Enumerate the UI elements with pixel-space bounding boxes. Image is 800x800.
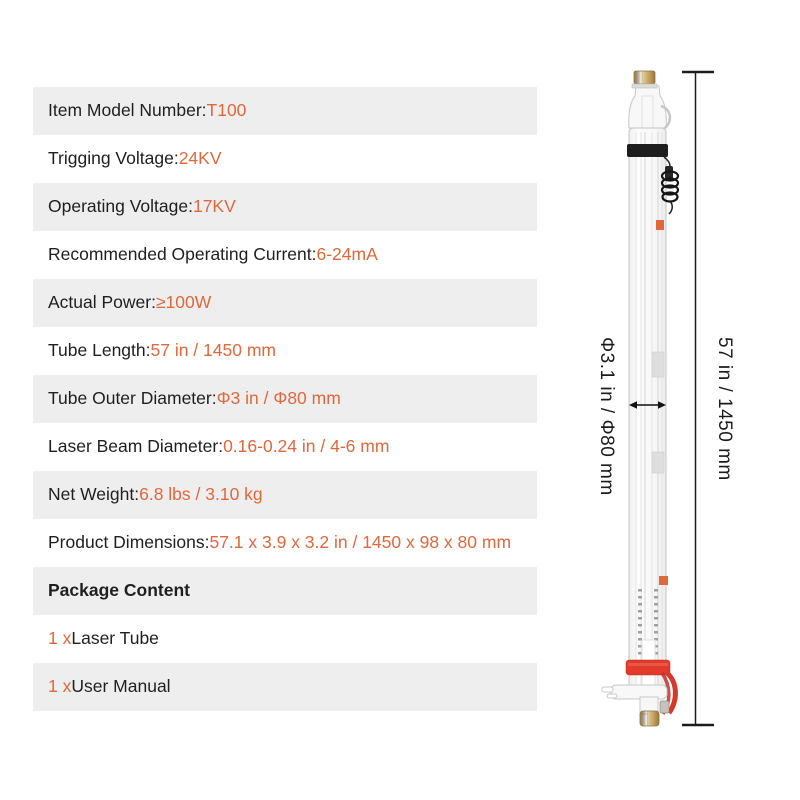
spec-value: Φ3 in / Φ80 mm <box>216 388 341 409</box>
hv-wire-tail <box>669 201 672 214</box>
length-dimension-line <box>682 72 714 725</box>
strap-buckle <box>660 701 669 713</box>
spec-value: T100 <box>206 100 247 121</box>
spec-label: Operating Voltage: <box>48 196 193 217</box>
spec-label: Recommended Operating Current: <box>48 244 317 265</box>
item-qty: 1 x <box>48 676 72 697</box>
electrode-band <box>627 144 668 157</box>
item-label: User Manual <box>71 676 171 697</box>
top-cap-ring <box>632 84 657 88</box>
orange-sticker-upper <box>656 220 664 230</box>
bottom-flange <box>611 685 667 699</box>
spec-label: Tube Outer Diameter: <box>48 388 217 409</box>
item-qty: 1 x <box>48 628 72 649</box>
spec-value: 0.16-0.24 in / 4-6 mm <box>223 436 390 457</box>
spec-label: Actual Power: <box>48 292 156 313</box>
spec-value: 17KV <box>192 196 236 217</box>
diameter-dimension-label: Φ3.1 in / Φ80 mm <box>596 337 617 496</box>
spec-label: Tube Length: <box>48 340 151 361</box>
top-electrode-cap <box>634 71 655 84</box>
item-label: Laser Tube <box>71 628 159 649</box>
water-nozzle-1 <box>602 687 613 692</box>
label-sticker-2 <box>652 452 664 473</box>
spec-value: 6.8 lbs / 3.10 kg <box>139 484 263 505</box>
spec-label: Trigging Voltage: <box>48 148 179 169</box>
length-dimension-label: 57 in / 1450 mm <box>714 337 735 481</box>
spec-value: 57.1 x 3.9 x 3.2 in / 1450 x 98 x 80 mm <box>209 532 512 553</box>
spec-value: 24KV <box>178 148 222 169</box>
spec-value: ≥100W <box>155 292 212 313</box>
spec-value: 57 in / 1450 mm <box>150 340 276 361</box>
spec-label: Laser Beam Diameter: <box>48 436 224 457</box>
spec-label: Product Dimensions: <box>48 532 210 553</box>
spec-value: 6-24mA <box>316 244 378 265</box>
bottom-electrode-cap <box>640 711 659 726</box>
spec-label: Item Model Number: <box>48 100 207 121</box>
spec-label: Net Weight: <box>48 484 140 505</box>
tube-neck <box>629 86 667 128</box>
section-header-label: Package Content <box>48 580 190 601</box>
tube-body <box>629 128 666 698</box>
red-band-highlight <box>628 663 668 666</box>
orange-sticker-lower <box>659 576 668 585</box>
water-nozzle-2 <box>607 694 617 698</box>
label-sticker-1 <box>652 352 664 377</box>
